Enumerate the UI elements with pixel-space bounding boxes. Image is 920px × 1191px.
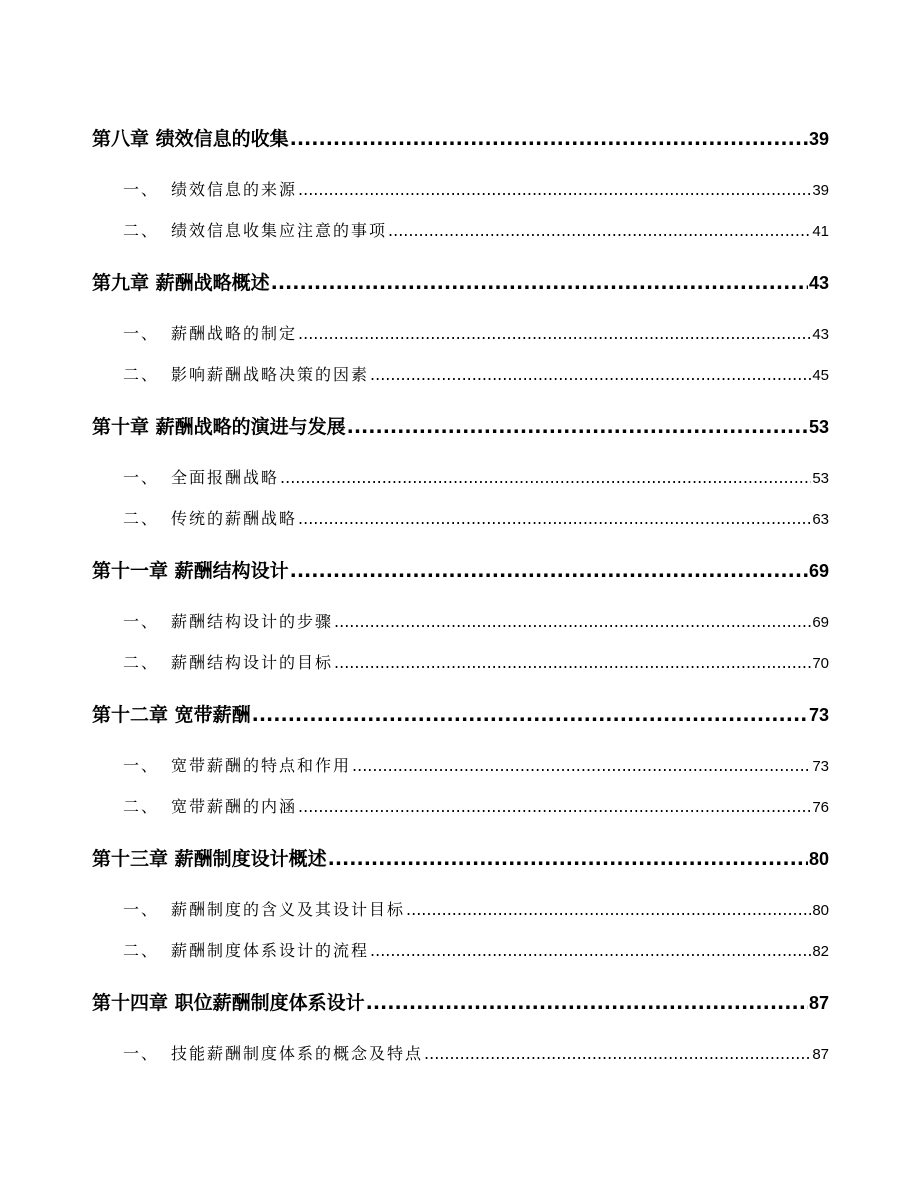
toc-page-number: 39 — [812, 182, 829, 199]
toc-page-number: 41 — [812, 223, 829, 240]
toc-entry-title: 技能薪酬制度体系的概念及特点 — [171, 1044, 424, 1063]
toc-entry-title: 第十三章 薪酬制度设计概述 — [92, 848, 327, 870]
toc-dot-leader — [271, 272, 808, 294]
toc-entry-title: 薪酬结构设计的目标 — [171, 653, 334, 672]
toc-section — [92, 794, 829, 817]
toc-entry-number: 二、 — [123, 509, 160, 528]
toc-entry-number: 一、 — [123, 612, 160, 631]
toc-dot-leader — [370, 941, 811, 960]
toc-dot-leader — [366, 992, 808, 1014]
toc-entry-number: 一、 — [123, 1044, 160, 1063]
toc-dot-leader — [328, 848, 808, 870]
toc-dot-leader — [370, 365, 811, 384]
toc-entry-title: 第八章 绩效信息的收集 — [92, 128, 289, 150]
toc-section — [92, 506, 829, 529]
toc-entry-number: 一、 — [123, 900, 160, 919]
toc-chapter-10 — [92, 412, 829, 439]
toc-entry-title: 影响薪酬战略决策的因素 — [171, 365, 370, 384]
toc-page-number: 43 — [812, 326, 829, 343]
toc-entry-number: 二、 — [123, 941, 160, 960]
toc-section — [92, 218, 829, 241]
toc-page-number: 53 — [808, 417, 829, 437]
toc-section — [92, 177, 829, 200]
toc-entry-title: 薪酬战略的制定 — [171, 324, 298, 343]
toc-entry-title: 第九章 薪酬战略概述 — [92, 272, 270, 294]
toc-page-number: 82 — [812, 943, 829, 960]
toc-entry-title: 全面报酬战略 — [171, 468, 280, 487]
toc-dot-leader — [334, 653, 811, 672]
toc-entry-title: 宽带薪酬的内涵 — [171, 797, 298, 816]
toc-entry-number: 二、 — [123, 365, 160, 384]
toc-entry-number: 二、 — [123, 221, 160, 240]
toc-entry-title: 传统的薪酬战略 — [171, 509, 298, 528]
toc-entry-title: 第十一章 薪酬结构设计 — [92, 560, 289, 582]
toc-dot-leader — [298, 797, 811, 816]
toc-section — [92, 938, 829, 961]
toc-entry-title: 绩效信息收集应注意的事项 — [171, 221, 388, 240]
toc-dot-leader — [424, 1044, 811, 1063]
toc-page-number: 87 — [808, 993, 829, 1013]
toc-chapter-8 — [92, 124, 829, 151]
toc-entry-title: 绩效信息的来源 — [171, 180, 298, 199]
toc-page-number: 80 — [808, 849, 829, 869]
toc-section — [92, 1041, 829, 1064]
toc-chapter-9 — [92, 268, 829, 295]
toc-entry-number: 二、 — [123, 797, 160, 816]
toc-page-number: 87 — [812, 1046, 829, 1063]
toc-entry-title: 薪酬制度体系设计的流程 — [171, 941, 370, 960]
toc-section — [92, 609, 829, 632]
toc-dot-leader — [298, 180, 811, 199]
toc-entry-title: 第十章 薪酬战略的演进与发展 — [92, 416, 346, 438]
toc-entry-number: 一、 — [123, 180, 160, 199]
toc-page-number: 73 — [808, 705, 829, 725]
toc-section — [92, 650, 829, 673]
toc-entry-title: 第十四章 职位薪酬制度体系设计 — [92, 992, 365, 1014]
toc-chapter-12 — [92, 700, 829, 727]
toc-page-number: 39 — [808, 129, 829, 149]
toc-dot-leader — [406, 900, 811, 919]
toc-page-number: 45 — [812, 367, 829, 384]
toc-section — [92, 897, 829, 920]
toc-page-number: 73 — [812, 758, 829, 775]
toc-entry-title: 薪酬结构设计的步骤 — [171, 612, 334, 631]
toc-dot-leader — [352, 756, 811, 775]
toc-dot-leader — [280, 468, 811, 487]
toc-entry-title: 宽带薪酬的特点和作用 — [171, 756, 352, 775]
toc-dot-leader — [298, 509, 811, 528]
toc-page-number: 70 — [812, 655, 829, 672]
toc-entry-number: 一、 — [123, 324, 160, 343]
toc-entry-title: 第十二章 宽带薪酬 — [92, 704, 251, 726]
toc-dot-leader — [347, 416, 808, 438]
toc-dot-leader — [290, 128, 808, 150]
toc-page-number: 80 — [812, 902, 829, 919]
toc-page-number: 63 — [812, 511, 829, 528]
toc-dot-leader — [290, 560, 808, 582]
toc-chapter-13 — [92, 844, 829, 871]
toc-page-number: 69 — [812, 614, 829, 631]
toc-entry-number: 一、 — [123, 468, 160, 487]
toc-entry-number: 一、 — [123, 756, 160, 775]
toc-entry-number: 二、 — [123, 653, 160, 672]
toc-section — [92, 362, 829, 385]
toc-chapter-11 — [92, 556, 829, 583]
toc-page-number: 43 — [808, 273, 829, 293]
toc-chapter-14 — [92, 988, 829, 1015]
toc-dot-leader — [252, 704, 808, 726]
toc-dot-leader — [388, 221, 811, 240]
toc-page-number: 76 — [812, 799, 829, 816]
toc-section — [92, 753, 829, 776]
toc-dot-leader — [334, 612, 811, 631]
toc-section — [92, 465, 829, 488]
toc-dot-leader — [298, 324, 811, 343]
toc-page-number: 69 — [808, 561, 829, 581]
toc-page-number: 53 — [812, 470, 829, 487]
toc-section — [92, 321, 829, 344]
toc-entry-title: 薪酬制度的含义及其设计目标 — [171, 900, 406, 919]
